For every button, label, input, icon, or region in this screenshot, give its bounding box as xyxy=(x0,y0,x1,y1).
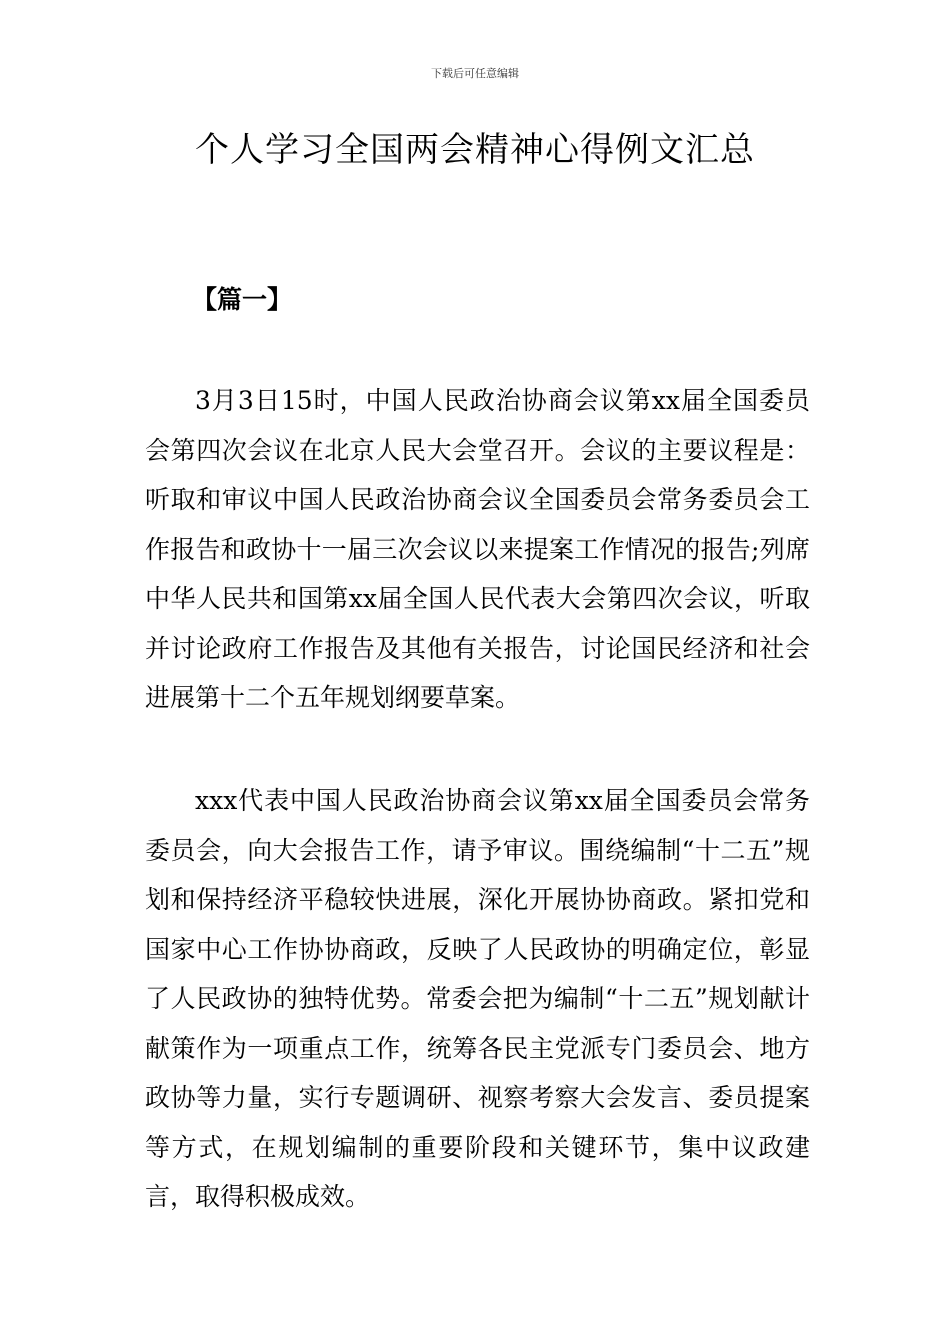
document-title: 个人学习全国两会精神心得例文汇总 xyxy=(195,130,755,170)
section-label: 【篇一】 xyxy=(192,285,293,314)
header-note: 下载后可任意编辑 xyxy=(431,67,519,80)
paragraph-2: xxx代表中国人民政治协商会议第xx届全国委员会常务委员会，向大会报告工作，请予审议。围绕编制“十二五”规划和保持经济平稳较快进展，深化开展协协商政。紧扣党和国家中心工作协协商政，反映了人民政协的明确定位，彰显了人民政协的独特优势。常委会把为编制“十二五”规划献计献策作为一项重点工作，统筹各民主党派专门委员会、地方政协等力量，实行专题调研、视察考察大会发言、委员提案等方式，在规划编制的重要阶段和关键环节，集中议政建言，取得积极成效。 xyxy=(145,786,810,1211)
paragraph-1: 3月3日15时，中国人民政治协商会议第xx届全国委员会第四次会议在北京人民大会堂召开。会议的主要议程是：听取和审议中国人民政治协商会议全国委员会常务委员会工作报告和政协十一届三次会议以来提案工作情况的报告;列席中华人民共和国第xx届全国人民代表大会第四次会议，听取并讨论政府工作报告及其他有关报告，讨论国民经济和社会进展第十二个五年规划纲要草案。 xyxy=(145,386,810,712)
